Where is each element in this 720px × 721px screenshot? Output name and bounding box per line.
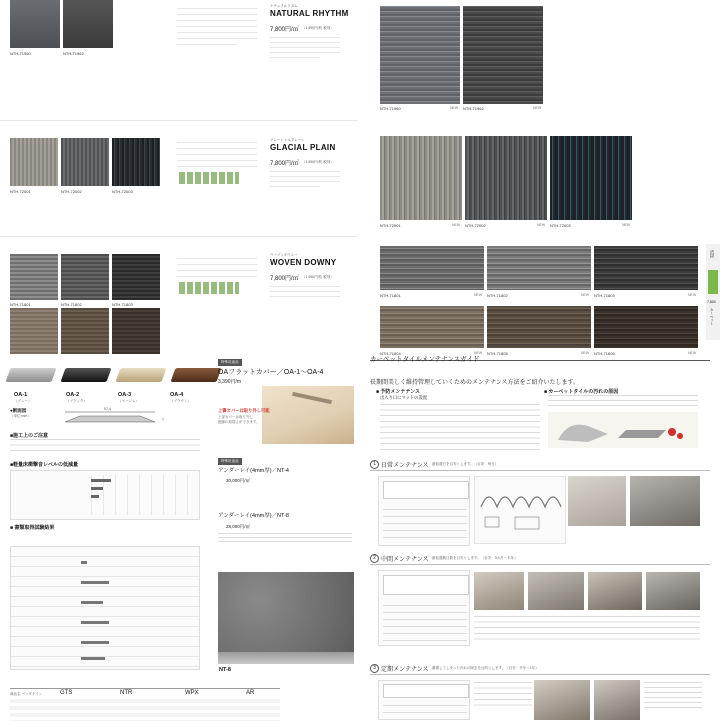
photo-code: NTH-71802 — [487, 293, 508, 298]
photo-nth-72001 — [380, 136, 462, 220]
dimension-tail: 1 — [162, 417, 164, 421]
new-badge: NEW — [688, 293, 697, 297]
photo-nth-71804 — [380, 306, 484, 348]
oa-2-code: OA-2 — [66, 392, 80, 398]
new-badge: NEW — [537, 223, 546, 227]
page-separator — [0, 236, 358, 237]
photo-code: NTH-71962 — [463, 106, 484, 111]
oa-tag: 特殊用途品 — [218, 359, 242, 366]
photo-code: NTH-71806 — [594, 351, 615, 356]
medium-photo-1 — [474, 572, 524, 610]
medium-photo-2 — [528, 572, 584, 610]
side-index-tab — [706, 244, 720, 340]
oa-caption-2: 上部カバーは取り外し — [218, 415, 253, 419]
spec-table — [177, 252, 257, 298]
dimension-label: 57.4 — [104, 407, 111, 411]
certification-icons — [179, 172, 239, 184]
dirt-cause-svg — [548, 412, 698, 448]
result-bar — [81, 601, 103, 604]
product-price-note: （1,950円/枚 税別） — [302, 160, 334, 164]
new-badge: NEW — [474, 293, 483, 297]
product-price: 7,800円/㎡ — [270, 276, 299, 282]
photo-nth-71805 — [487, 306, 591, 348]
nt-8-price: 28,000円/㎡ — [226, 524, 251, 529]
product-title: NATURAL RHYTHM — [270, 9, 349, 18]
compare-col-ntr: NTR — [120, 690, 133, 696]
construction-notes-text — [10, 439, 200, 456]
sound-reduction-title: ■軽量床衝撃音レベルの低減量 — [10, 462, 79, 468]
nt-4-title: アンダーレイ(4mm厚)／NT-4 — [218, 468, 289, 474]
medium-table-header — [383, 575, 469, 595]
new-badge: NEW — [450, 106, 459, 110]
daily-note: 最低週日を目安とします。（目安：毎日） — [432, 462, 499, 466]
nt-8-label: NT-8 — [219, 667, 231, 673]
swatch-code: NTH-71962 — [63, 51, 84, 56]
nt-8-title: アンダーレイ(4mm厚)／NT-8 — [218, 513, 289, 519]
certification-icons — [179, 282, 239, 294]
dirt-cause-illustration — [548, 412, 698, 448]
photo-nth-72003 — [550, 136, 632, 220]
medium-photo-3 — [588, 572, 642, 610]
oa-2-color: （ブラック） — [66, 399, 87, 403]
medium-photo-4 — [646, 572, 700, 610]
swatch-code: NTH-71960 — [10, 51, 31, 56]
result-bar — [81, 581, 109, 584]
medium-method-text — [474, 616, 700, 642]
swatch-nth-71802 — [61, 254, 109, 300]
swatch-nth-71960 — [10, 0, 60, 48]
photo-code: NTH-71805 — [487, 351, 508, 356]
preventive-title: ■ 予防メンテナンス — [376, 389, 421, 395]
spec-table — [177, 2, 257, 62]
daily-svg — [475, 477, 565, 543]
compare-table-title: 商品名 パンダゲイン — [10, 692, 43, 696]
sound-reduction-table — [10, 470, 200, 520]
oa-4-profile — [170, 368, 221, 382]
page-separator — [0, 120, 358, 121]
product-price: 7,800円/㎡ — [270, 27, 299, 33]
medium-number: 2 — [370, 554, 379, 563]
periodic-table — [378, 680, 470, 720]
preventive-subtitle: 出入り口にマットの設置 — [380, 395, 428, 400]
daily-photo-1 — [568, 476, 626, 526]
periodic-bar — [370, 674, 710, 675]
periodic-photo-1 — [534, 680, 590, 720]
new-badge: NEW — [688, 351, 697, 355]
maintenance-lead: 長期間美しく維持管理していくためのメンテナンス方法をご紹介いたします。 — [370, 380, 580, 386]
product-title: GLACIAL PLAIN — [270, 143, 336, 152]
periodic-number: 3 — [370, 664, 379, 673]
swatch-nth-71806 — [112, 308, 160, 354]
swatch-code: NTH-71802 — [61, 302, 82, 307]
compare-col-ar: AR — [246, 690, 255, 696]
dirt-cause-title: ■ カーペットタイルの汚れの原因 — [544, 389, 619, 395]
nt-8-photo — [218, 572, 354, 664]
nt-tag: 特殊用途品 — [218, 458, 242, 465]
periodic-note: 蓄積してしまった汚れの除去を目的とします。（目安：半年〜1年） — [432, 666, 539, 670]
oa-price: 3,390円/m — [218, 379, 242, 385]
swatch-nth-71805 — [61, 308, 109, 354]
result-bar — [81, 561, 87, 564]
side-tab-price: 7,800 — [707, 300, 716, 304]
section-diagram-label: ●断面図 — [10, 408, 27, 413]
swatch-code: NTH-71801 — [10, 302, 31, 307]
result-bar — [81, 621, 109, 624]
photo-code: NTH-71804 — [380, 351, 401, 356]
swatch-nth-71801 — [10, 254, 58, 300]
new-badge: NEW — [622, 223, 631, 227]
new-badge: NEW — [581, 293, 590, 297]
oa-1-color: （グレー） — [14, 399, 32, 403]
periodic-side-text — [644, 682, 702, 712]
swatch-code: NTH-72002 — [61, 189, 82, 194]
new-badge: NEW — [452, 223, 461, 227]
swatch-nth-71803 — [112, 254, 160, 300]
oa-3-code: OA-3 — [118, 392, 132, 398]
preventive-text — [380, 404, 540, 452]
test-results-title: ■ 書類取得試験結果 — [10, 525, 55, 531]
daily-table-header — [383, 481, 469, 499]
photo-nth-71960 — [380, 6, 460, 104]
product-price-note: （1,950円/枚 税別） — [302, 275, 334, 279]
product-title: WOVEN DOWNY — [270, 258, 337, 267]
swatch-nth-72003 — [112, 138, 160, 186]
right-page — [362, 0, 720, 720]
oa-4-code: OA-4 — [170, 392, 184, 398]
daily-table — [378, 476, 470, 546]
photo-nth-71803 — [594, 246, 698, 290]
daily-illustration — [474, 476, 566, 544]
result-bar — [81, 657, 105, 660]
new-badge: NEW — [581, 351, 590, 355]
photo-code: NTH-71960 — [380, 106, 401, 111]
daily-number: 1 — [370, 460, 379, 469]
photo-nth-71802 — [487, 246, 591, 290]
photo-code: NTH-72001 — [380, 223, 401, 228]
periodic-table-header — [383, 684, 469, 698]
side-tab-category: カーペット — [710, 308, 714, 326]
oa-1-code: OA-1 — [14, 392, 28, 398]
side-tab-green — [708, 270, 718, 294]
product-spec-list — [270, 167, 350, 193]
oa-caption: 上書カバーは取り外し可能 — [218, 408, 270, 413]
swatch-nth-72002 — [61, 138, 109, 186]
swatch-code: NTH-72003 — [112, 189, 133, 194]
oa-3-profile — [115, 368, 166, 382]
product-spec-list — [270, 282, 350, 306]
new-badge: NEW — [533, 106, 542, 110]
swatch-code: NTH-71803 — [112, 302, 133, 307]
spec-table — [177, 136, 257, 192]
oa-caption-3: 配線の取替えができます。 — [218, 420, 260, 424]
swatch-nth-71962 — [63, 0, 113, 48]
sound-bar — [91, 487, 103, 490]
periodic-title: 定期メンテナンス — [381, 667, 429, 673]
product-spec-list — [270, 33, 350, 61]
photo-code: NTH-72003 — [550, 223, 571, 228]
oa-2-profile — [60, 368, 111, 382]
nt-4-price: 30,000円/㎡ — [226, 478, 251, 483]
nt-8-photo-edge — [218, 652, 354, 664]
photo-nth-71801 — [380, 246, 484, 290]
product-price: 7,800円/㎡ — [270, 161, 299, 167]
test-results-table — [10, 546, 200, 670]
dirt-cause-text — [548, 395, 698, 407]
daily-bar — [370, 470, 710, 471]
photo-nth-71962 — [463, 6, 543, 104]
periodic-photo-2 — [594, 680, 640, 720]
compare-col-wpx: WPX — [185, 690, 199, 696]
oa-cover-profiles — [8, 362, 218, 390]
oa-4-color: （ブラウン） — [170, 399, 191, 403]
new-badge: NEW — [474, 351, 483, 355]
photo-code: NTH-72002 — [465, 223, 486, 228]
nt-description — [218, 533, 352, 543]
compare-table — [10, 688, 280, 721]
product-price-note: （1,950円/枚 税別） — [302, 26, 334, 30]
photo-code: NTH-71803 — [594, 293, 615, 298]
product-subtitle: グレーシャルプレーン — [270, 138, 305, 142]
daily-photo-2 — [630, 476, 700, 526]
swatch-code: NTH-72001 — [10, 189, 31, 194]
sound-bar — [91, 479, 111, 482]
photo-code: NTH-71801 — [380, 293, 401, 298]
construction-notes-title: ■施工上のご注意 — [10, 433, 49, 439]
maintenance-guide-title: カーペットタイルメンテナンスガイド — [370, 356, 480, 363]
medium-table — [378, 570, 470, 646]
medium-note: 最低週数日数を目安とします。（目安：3カ月〜半年） — [432, 556, 518, 560]
compare-col-gts: GTS — [60, 690, 73, 696]
sound-bar — [91, 495, 99, 498]
product-subtitle: ナチュラルリズム — [270, 4, 298, 8]
product-subtitle: ウーブンダウニー — [270, 253, 298, 257]
swatch-nth-71804 — [10, 308, 58, 354]
photo-nth-71806 — [594, 306, 698, 348]
left-page — [0, 0, 358, 720]
periodic-text — [474, 682, 532, 708]
result-bar — [81, 641, 109, 644]
swatch-nth-72001 — [10, 138, 58, 186]
medium-title: 中間メンテナンス — [381, 557, 429, 563]
medium-bar — [370, 564, 710, 565]
side-tab-label: 清掃 — [710, 250, 715, 258]
oa-1-profile — [5, 368, 56, 382]
section-diagram-unit: （単位:mm） — [10, 414, 31, 418]
photo-nth-72002 — [465, 136, 547, 220]
oa-3-color: （ベージュ） — [118, 399, 139, 403]
oa-title: OAフラットカバー／OA-1〜OA-4 — [218, 369, 324, 376]
daily-title: 日常メンテナンス — [381, 463, 429, 469]
